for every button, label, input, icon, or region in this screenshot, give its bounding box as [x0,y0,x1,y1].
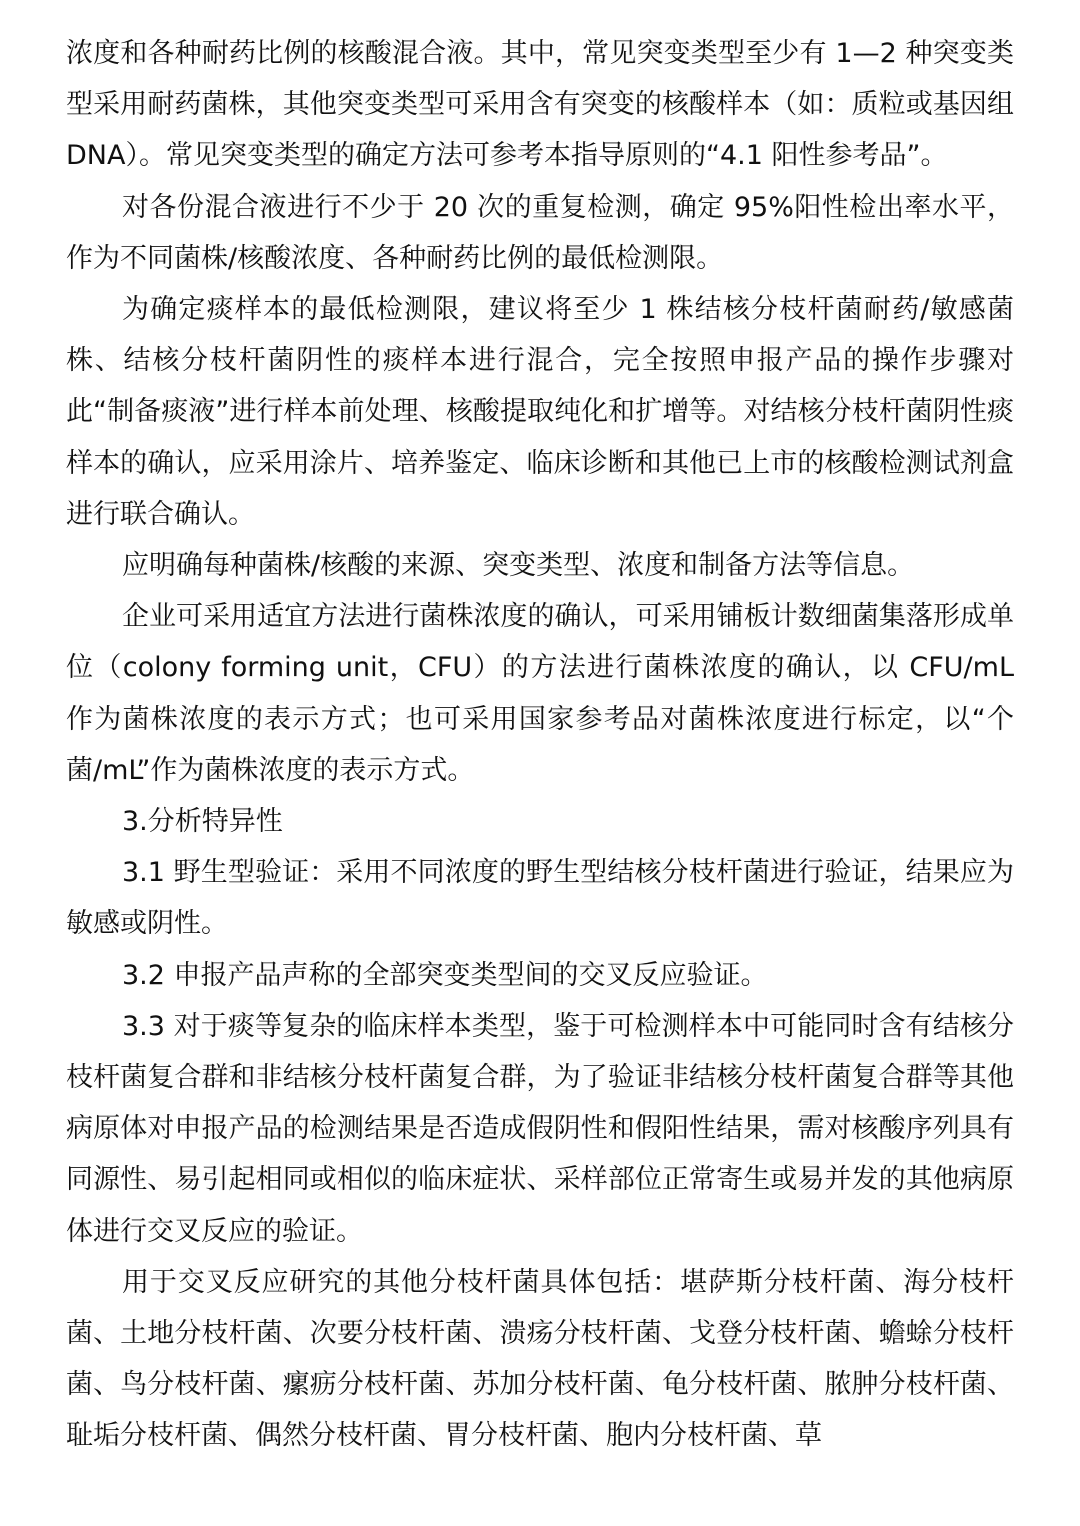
paragraph-other-mycobacteria: 用于交叉反应研究的其他分枝杆菌具体包括：堪萨斯分枝杆菌、海分枝杆菌、土地分枝杆菌、次要分枝杆菌、溃疡分枝杆菌、戈登分枝杆菌、蟾蜍分枝杆菌、鸟分枝杆菌、瘰疬分枝杆菌、苏加分枝杆菌、龟分枝杆菌、脓肿分枝杆菌、耻垢分枝杆菌、偶然分枝杆菌、胃分枝杆菌、胞内分枝杆菌、草 [66,1266,1014,1452]
paragraph-sputum-detection-limit: 为确定痰样本的最低检测限，建议将至少 1 株结核分枝杆菌耐药/敏感菌株、结核分枝杆菌阴性的痰样本进行混合，完全按照申报产品的操作步骤对此“制备痰液”进行样本前处理、核酸提取纯化和扩增等。对结核分枝杆菌阴性痰样本的确认，应采用涂片、培养鉴定、临床诊断和其他已上市的核酸检测试剂盒进行联合确认。 [66,294,1014,530]
paragraph-strain-concentration: 企业可采用适宜方法进行菌株浓度的确认，可采用铺板计数细菌集落形成单位（colony forming unit，CFU）的方法进行菌株浓度的确认，以 CFU/mL 作为菌株浓度的表示方式；也可采用国家参考品对菌株浓度进行标定，以“个菌/mL”作为菌株浓度的表示方式。 [66,601,1014,786]
paragraph-continuation: 浓度和各种耐药比例的核酸混合液。其中，常见突变类型至少有 1—2 种突变类型采用耐药菌株，其他突变类型可采用含有突变的核酸样本（如：质粒或基因组 DNA）。常见突变类型的确定方法可参考本指导原则的“4.1 阳性参考品”。 [66,38,1014,172]
paragraph-strain-info: 应明确每种菌株/核酸的来源、突变类型、浓度和制备方法等信息。 [122,550,915,582]
paragraph-complex-samples: 3.3 对于痰等复杂的临床样本类型，鉴于可检测样本中可能同时含有结核分枝杆菌复合群和非结核分枝杆菌复合群，为了验证非结核分枝杆菌复合群等其他病原体对申报产品的检测结果是否造成假阴性和假阳性结果，需对核酸序列具有同源性、易引起相同或相似的临床症状、采样部位正常寄生或易并发的其他病原体进行交叉反应的验证。 [66,1010,1014,1247]
paragraph-repeat-testing: 对各份混合液进行不少于 20 次的重复检测，确定 95%阳性检出率水平，作为不同菌株/核酸浓度、各种耐药比例的最低检测限。 [66,191,1014,274]
paragraph-cross-reaction-mutations: 3.2 申报产品声称的全部突变类型间的交叉反应验证。 [122,959,768,991]
section-heading-analytical-specificity: 3.分析特异性 [122,806,283,838]
paragraph-wild-type-validation: 3.1 野生型验证：采用不同浓度的野生型结核分枝杆菌进行验证，结果应为敏感或阴性。 [66,857,1014,940]
document-page [66,28,1014,1462]
